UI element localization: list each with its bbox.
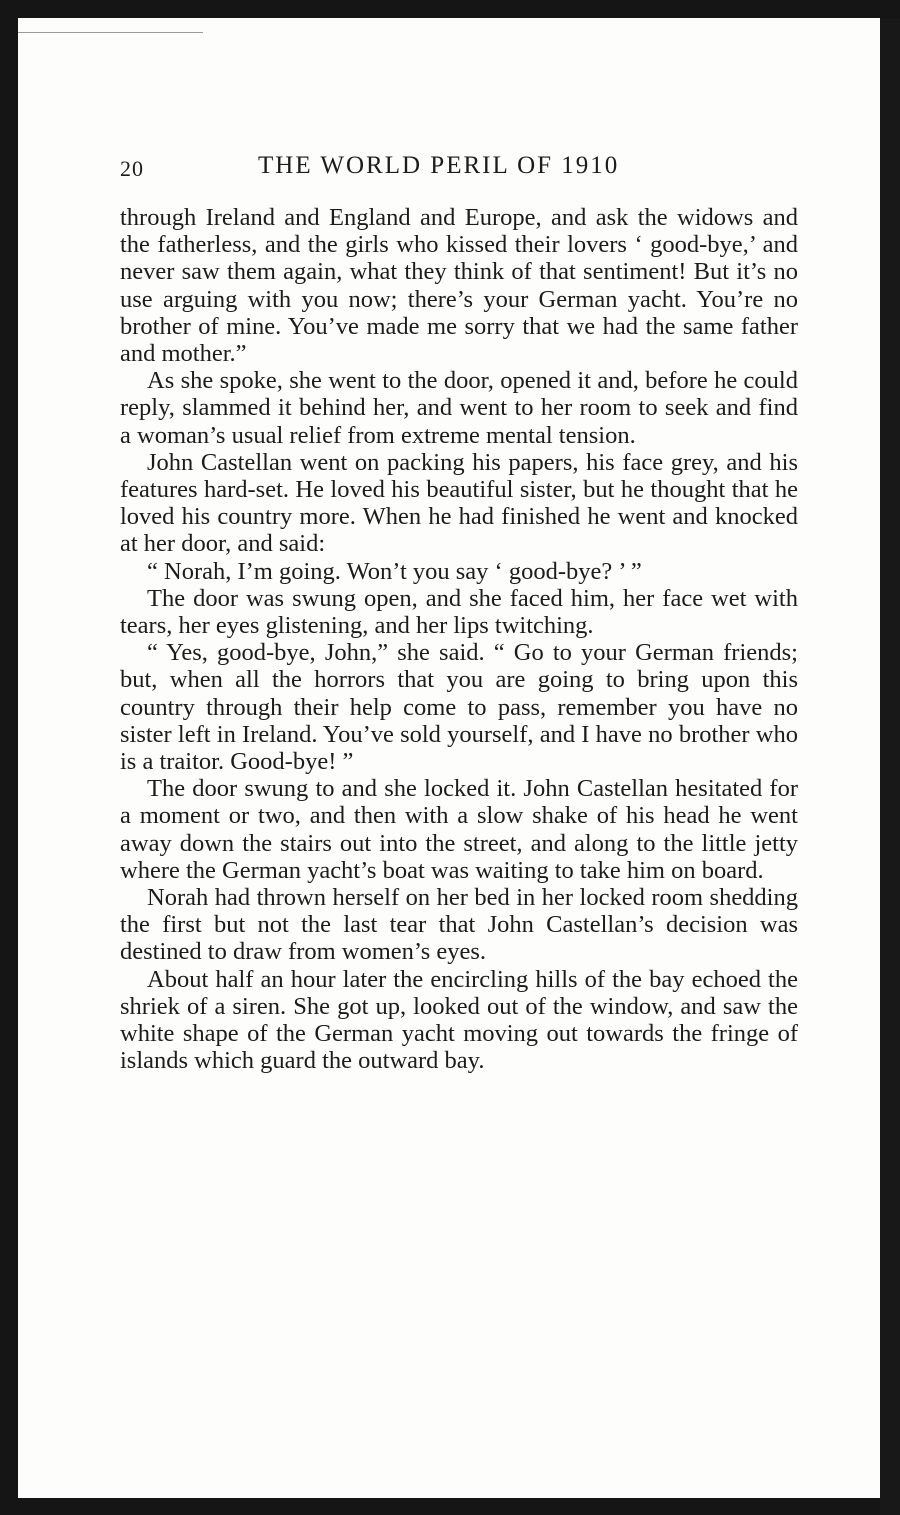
paragraph: through Ireland and England and Europe, and ask the widows and the fatherless, and the girls who kissed their lovers ‘ good-bye,’ and never saw them again, what they think of that sentiment! But it’s no use arguing with you now; there’s your German yacht. You’re no brother of mine. You’ve made me sorry that we had the same father and mother.”: [120, 204, 798, 368]
scan-edge-rule: [18, 32, 203, 33]
paragraph: As she spoke, she went to the door, opened it and, before he could reply, slammed it behind her, and went to her room to seek and find a woman’s usual relief from extreme mental tension.: [120, 367, 798, 449]
paragraph-dialogue: “ Norah, I’m going. Won’t you say ‘ good-bye? ’ ”: [147, 557, 642, 585]
page-header: [120, 150, 800, 190]
paragraph: The door swung to and she locked it. John Castellan hesitated for a moment or two, and then with a slow shake of his head he went away down the stairs out into the street, and along to the little jetty where the German yacht’s boat was waiting to take him on board.: [120, 775, 798, 884]
page-edge-shadow: [880, 18, 900, 1515]
running-head: THE WORLD PERIL OF 1910: [258, 152, 620, 179]
paragraph-dialogue: “ Yes, good-bye, John,” she said. “ Go to your German friends; but, when all the horrors that you are going to bring upon this country through their help come to pass, remember you have no sister left in Ireland. You’ve sold yourself, and I have no brother who is a traitor. Good-bye! ”: [120, 639, 798, 776]
paragraph: The door was swung open, and she faced him, her face wet with tears, her eyes glistening, and her lips twitching.: [120, 584, 798, 640]
page-number: 20: [120, 156, 144, 181]
body-text: [120, 204, 798, 1075]
paragraph: John Castellan went on packing his papers, his face grey, and his features hard-set. He loved his beautiful sister, but he thought that he loved his country more. When he had finished he went and knocked at her door, and said:: [120, 448, 798, 558]
paragraph: About half an hour later the encircling hills of the bay echoed the shriek of a siren. She got up, looked out of the window, and saw the white shape of the German yacht moving out towards the fringe of islands which guard the outward bay.: [120, 965, 798, 1075]
paragraph: Norah had thrown herself on her bed in her locked room shedding the first but not the last tear that John Castellan’s decision was destined to draw from women’s eyes.: [120, 884, 798, 966]
